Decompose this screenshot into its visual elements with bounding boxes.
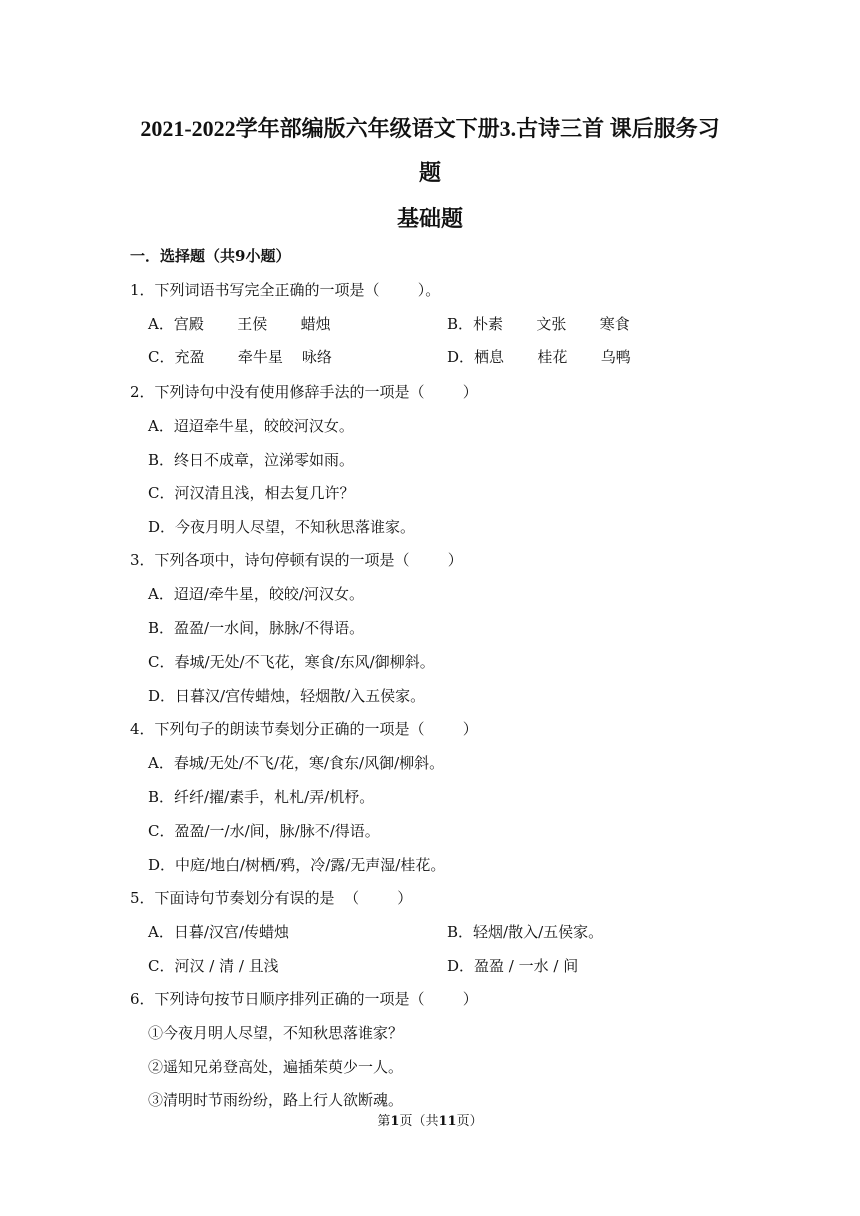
question-2-option-a: A．迢迢牵牛星，皎皎河汉女。	[148, 417, 354, 435]
page-footer	[0, 1110, 860, 1129]
question-4-option-a: A．春城/无处/不飞/花，寒/食东/风御/柳斜。	[148, 754, 445, 772]
question-3-option-d: D．日暮汉/宫传蜡烛，轻烟散/入五侯家。	[148, 687, 426, 705]
footer-suffix: 页）	[456, 1114, 483, 1129]
question-6-item-1: ①今夜月明人尽望，不知秋思落谁家？	[148, 1024, 404, 1042]
footer-mid: 页（共	[399, 1114, 439, 1129]
question-5-option-a: A．日暮/汉宫/传蜡烛	[148, 923, 289, 941]
question-2-option-c: C．河汉清且浅，相去复几许？	[148, 484, 355, 502]
question-4-stem: 4．下列句子的朗读节奏划分正确的一项是（ ）	[130, 720, 478, 738]
footer-total-pages: 11	[438, 1114, 457, 1129]
question-3-option-a: A．迢迢/牵牛星，皎皎/河汉女。	[148, 585, 364, 603]
question-4-option-c: C．盈盈/一/水/间，脉/脉不/得语。	[148, 822, 380, 840]
question-2-option-b: B．终日不成章，泣涕零如雨。	[148, 451, 355, 469]
question-6-item-2: ②遥知兄弟登高处，遍插茱萸少一人。	[148, 1058, 404, 1076]
question-1-stem: 1．下列词语书写完全正确的一项是（ ）。	[130, 281, 441, 299]
question-2-stem: 2．下列诗句中没有使用修辞手法的一项是（ ）	[130, 383, 478, 401]
question-4-option-b: B．纤纤/擢/素手，札札/弄/机杼。	[148, 788, 375, 806]
question-2-option-d: D．今夜月明人尽望，不知秋思落谁家。	[148, 518, 416, 536]
question-5-stem: 5．下面诗句节奏划分有误的是 （ ）	[130, 889, 413, 907]
section-heading: 一．选择题（共9小题）	[130, 247, 291, 265]
title-line-1: 2021-2022学年部编版六年级语文下册3.古诗三首 课后服务习	[140, 116, 720, 141]
question-5-option-b: B．轻烟/散入/五侯家。	[447, 923, 604, 941]
question-3-option-c: C．春城/无处/不飞花，寒食/东风/御柳斜。	[148, 653, 435, 671]
question-5-option-c: C．河汉 / 清 / 且浅	[148, 957, 279, 975]
question-1-option-b: B．朴素 文张 寒食	[447, 315, 630, 333]
question-3-stem: 3．下列各项中，诗句停顿有误的一项是（ ）	[130, 551, 463, 569]
question-1-option-a: A．宫殿 王侯 蜡烛	[148, 315, 331, 333]
question-6-item-3: ③清明时节雨纷纷，路上行人欲断魂。	[148, 1091, 404, 1109]
question-6-stem: 6．下列诗句按节日顺序排列正确的一项是（ ）	[130, 990, 478, 1008]
footer-page-number: 1	[390, 1114, 400, 1129]
question-4-option-d: D．中庭/地白/树栖/鸦，冷/露/无声湿/桂花。	[148, 856, 446, 874]
subtitle: 基础题	[396, 206, 463, 231]
question-1-option-c: C．充盈 牵牛星 咏络	[148, 348, 332, 366]
question-5-option-d: D．盈盈 / 一水 / 间	[447, 957, 579, 975]
footer-prefix: 第	[377, 1114, 391, 1129]
question-3-option-b: B．盈盈/一水间，脉脉/不得语。	[148, 619, 365, 637]
question-1-option-d: D．栖息 桂花 乌鸭	[447, 348, 631, 366]
title-line-2: 题	[418, 160, 441, 185]
